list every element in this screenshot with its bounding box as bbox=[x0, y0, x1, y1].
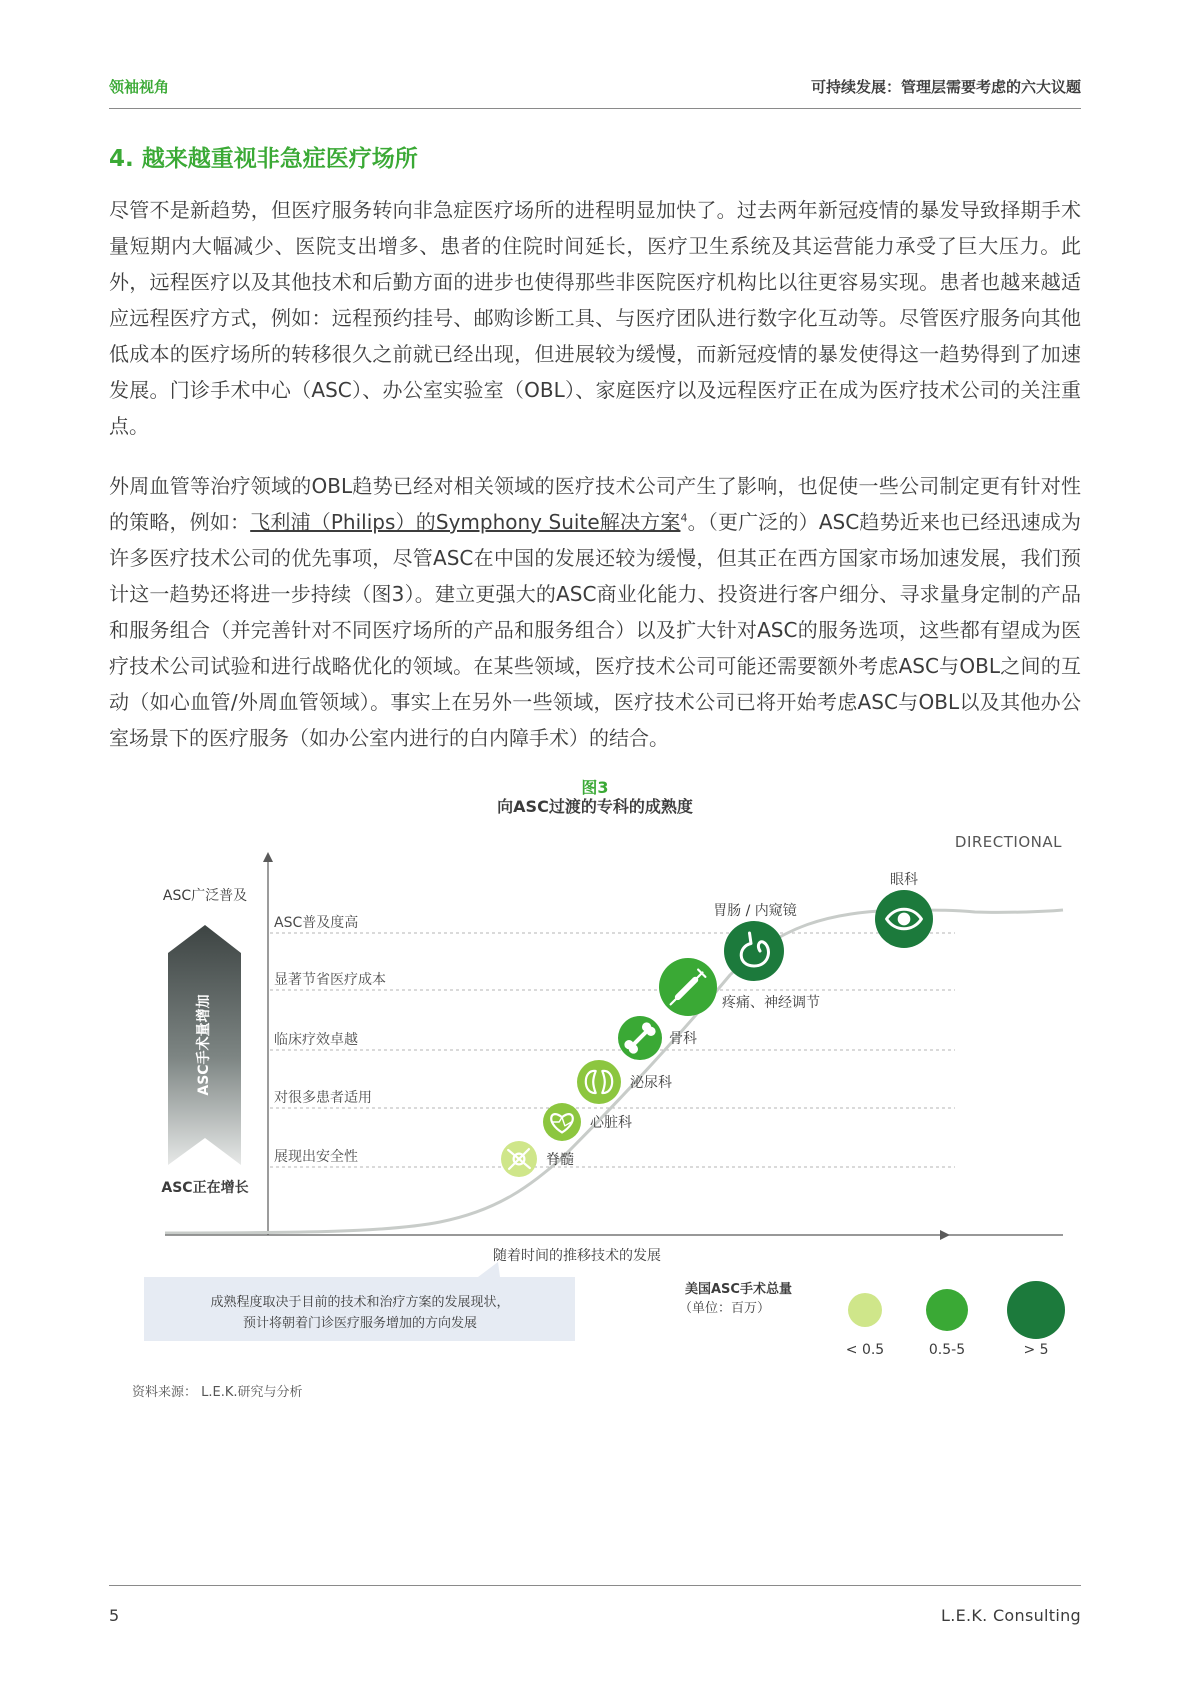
specialty-bubble bbox=[543, 1103, 632, 1141]
legend-swatch bbox=[848, 1293, 882, 1327]
specialty-label: 泌尿科 bbox=[630, 1075, 672, 1091]
bubble-circle bbox=[577, 1060, 621, 1104]
paragraph-2-intro: 外周血管等治疗领域的OBL趋势已经对相关领域的医疗技术公司产生了影响，也促使一些公司制定更有针对性的策略，例如： bbox=[109, 474, 1081, 534]
level-label: 显著节省医疗成本 bbox=[274, 972, 386, 988]
x-axis-arrowhead bbox=[940, 1230, 950, 1240]
source-note: 资料来源： L.E.K.研究与分析 bbox=[132, 1385, 303, 1400]
specialty-bubble bbox=[577, 1060, 672, 1104]
arrow-inner-label: ASC手术量增加 bbox=[196, 994, 212, 1096]
legend-swatch bbox=[1007, 1281, 1065, 1339]
footer-brand: L.E.K. Consulting bbox=[941, 1606, 1081, 1625]
level-gridlines bbox=[270, 933, 955, 1167]
specialty-bubble bbox=[618, 1016, 697, 1060]
legend-label: > 5 bbox=[1023, 1342, 1049, 1358]
paragraph-2-rest: 。（更广泛的）ASC趋势近来也已经迅速成为许多医疗技术公司的优先事项，尽管ASC在中国的发展还较为缓慢，但其正在西方国家市场加速发展，我们预计这一趋势还将进一步持续（图3）。建立更强大的ASC商业化能力、投资进行客户细分、寻求量身定制的产品和服务组合（并完善针对不同医疗场所的产品和服务组合）以及扩大针对ASC的服务选项，这些都有望成为医疗技术公司试验和进行战略优化的领域。在某些领域，医疗技术公司可能还需要额外考虑ASC与OBL之间的互动（如心血管/外周血管领域）。事实上在另外一些领域，医疗技术公司已将开始考虑ASC与OBL以及其他办公室场景下的医疗服务（如办公室内进行的白内障手术）的结合。 bbox=[109, 510, 1082, 750]
page-number: 5 bbox=[109, 1606, 120, 1625]
level-label: ASC普及度高 bbox=[274, 915, 359, 931]
specialty-label: 骨科 bbox=[669, 1031, 697, 1047]
legend-title: 美国ASC手术总量 bbox=[685, 1282, 792, 1297]
specialty-label: 疼痛、神经调节 bbox=[722, 995, 820, 1011]
level-label: 临床疗效卓越 bbox=[274, 1032, 358, 1048]
bubble-circle bbox=[543, 1103, 581, 1141]
arrow-top-label: ASC广泛普及 bbox=[162, 888, 248, 904]
specialty-label: 胃肠 / 内窥镜 bbox=[713, 903, 797, 919]
figure-number: 图3 bbox=[581, 778, 609, 797]
footnote-marker: 4 bbox=[680, 511, 688, 525]
header-document-title: 可持续发展：管理层需要考虑的六大议题 bbox=[810, 78, 1081, 96]
legend-item bbox=[926, 1289, 968, 1358]
directional-label: DIRECTIONAL bbox=[954, 833, 1062, 851]
section-heading: 4. 越来越重视非急症医疗场所 bbox=[109, 146, 418, 172]
header-section-label: 领袖视角 bbox=[109, 78, 170, 96]
legend-item bbox=[846, 1293, 884, 1358]
specialty-bubble bbox=[713, 902, 797, 981]
arrow-bottom-label: ASC正在增长 bbox=[161, 1180, 249, 1196]
philips-symphony-link[interactable]: 飞利浦（Philips）的Symphony Suite解决方案 bbox=[250, 510, 681, 534]
specialty-label: 心脏科 bbox=[590, 1115, 632, 1131]
y-axis-arrowhead bbox=[263, 852, 273, 862]
callout-line-2: 预计将朝着门诊医疗服务增加的方向发展 bbox=[242, 1316, 478, 1331]
callout-line-1: 成熟程度取决于目前的技术和治疗方案的发展现状， bbox=[210, 1295, 510, 1310]
specialty-label: 脊髓 bbox=[546, 1152, 574, 1168]
legend-swatch bbox=[926, 1289, 968, 1331]
specialty-bubble bbox=[501, 1141, 574, 1177]
footer-divider bbox=[109, 1585, 1081, 1586]
specialty-bubble bbox=[875, 871, 933, 948]
header-divider bbox=[109, 108, 1081, 109]
legend-label: < 0.5 bbox=[845, 1342, 885, 1358]
legend-unit: （单位：百万） bbox=[679, 1301, 771, 1316]
specialty-label: 眼科 bbox=[890, 872, 918, 888]
legend-label: 0.5-5 bbox=[928, 1342, 966, 1358]
body-paragraph-1: 尽管不是新趋势，但医疗服务转向非急症医疗场所的进程明显加快了。过去两年新冠疫情的暴发导致择期手术量短期内大幅减少、医院支出增多、患者的住院时间延长，医疗卫生系统及其运营能力承受了巨大压力。此外，远程医疗以及其他技术和后勤方面的进步也使得那些非医院医疗机构比以往更容易实现。患者也越来越适应远程医疗方式，例如：远程预约挂号、邮购诊断工具、与医疗团队进行数字化互动等。尽管医疗服务向其他低成本的医疗场所的转移很久之前就已经出现，但进展较为缓慢，而新冠疫情的暴发使得这一趋势得到了加速发展。门诊手术中心（ASC）、办公室实验室（OBL）、家庭医疗以及远程医疗正在成为医疗技术公司的关注重点。 bbox=[109, 198, 1081, 438]
legend-item bbox=[1007, 1281, 1065, 1358]
body-paragraph-2 bbox=[109, 468, 1081, 756]
maturity-chart bbox=[0, 820, 1190, 1360]
figure-title: 向ASC过渡的专科的成熟度 bbox=[497, 797, 693, 816]
x-axis-label: 随着时间的推移技术的发展 bbox=[493, 1248, 661, 1264]
bubble-circle bbox=[724, 921, 784, 981]
level-label: 对很多患者适用 bbox=[274, 1090, 372, 1106]
level-label: 展现出安全性 bbox=[274, 1149, 358, 1165]
